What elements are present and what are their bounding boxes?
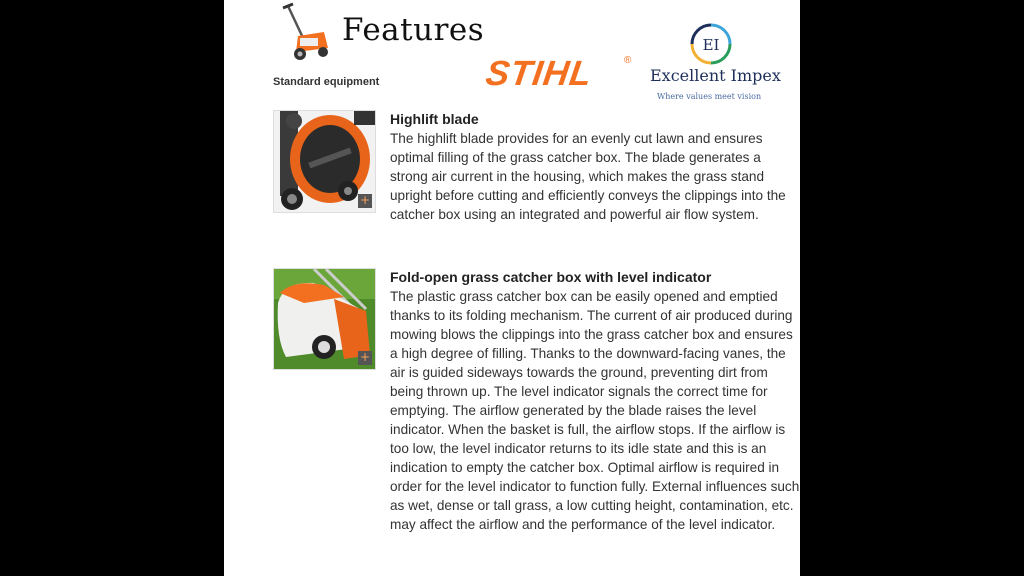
zoom-icon[interactable]: +	[359, 193, 371, 207]
stihl-logo: STIHL	[483, 54, 595, 93]
company-tagline: Where values meet vision	[657, 92, 762, 101]
document-page	[224, 0, 800, 576]
company-initials: EI	[702, 36, 720, 54]
excellent-impex-logo-icon	[689, 22, 733, 66]
feature-text-grass-catcher: The plastic grass catcher box can be easily opened and emptied thanks to its folding mechanism. The current of air produced during mowing blows the clippings into the grass catcher box and ensures a high degree of filling. Thanks to the downward-facing vanes, the air is guided sideways towards the ground, preventing dirt from being thrown up. The level indicator signals the correct time for emptying. The airflow generated by the blade raises the level indicator. When the basket is full, the airflow stops. If the airflow is too low, the level indicator returns to its idle state and this is an indication to empty the catcher box. Optimal airflow is required in order for the level indicator to function fully. External influences such as wet, dense or tall grass, a low cutting height, contamination, etc. may affect the airflow and the performance of the level indicator.	[390, 289, 800, 532]
registered-mark: ®	[624, 55, 632, 66]
feature-text-highlift-blade: The highlift blade provides for an evenly cut lawn and ensures optimal filling of the grass catcher box. The blade generates a strong air current in the housing, which makes the grass stand upright before cutting and efficiently conveys the clippings into the catcher box using an integrated and powerful air flow system.	[390, 131, 786, 222]
zoom-icon[interactable]: +	[359, 350, 371, 364]
feature-heading-highlift-blade: Highlift blade	[390, 111, 479, 127]
standard-equipment-label: Standard equipment	[273, 76, 380, 88]
highlift-blade-image[interactable]	[273, 110, 376, 213]
grass-catcher-image[interactable]	[273, 268, 376, 370]
company-name: Excellent Impex	[650, 66, 781, 85]
feature-heading-grass-catcher: Fold-open grass catcher box with level indicator	[390, 269, 712, 285]
lawn-mower-icon	[280, 2, 330, 64]
page-title: Features	[342, 12, 485, 48]
